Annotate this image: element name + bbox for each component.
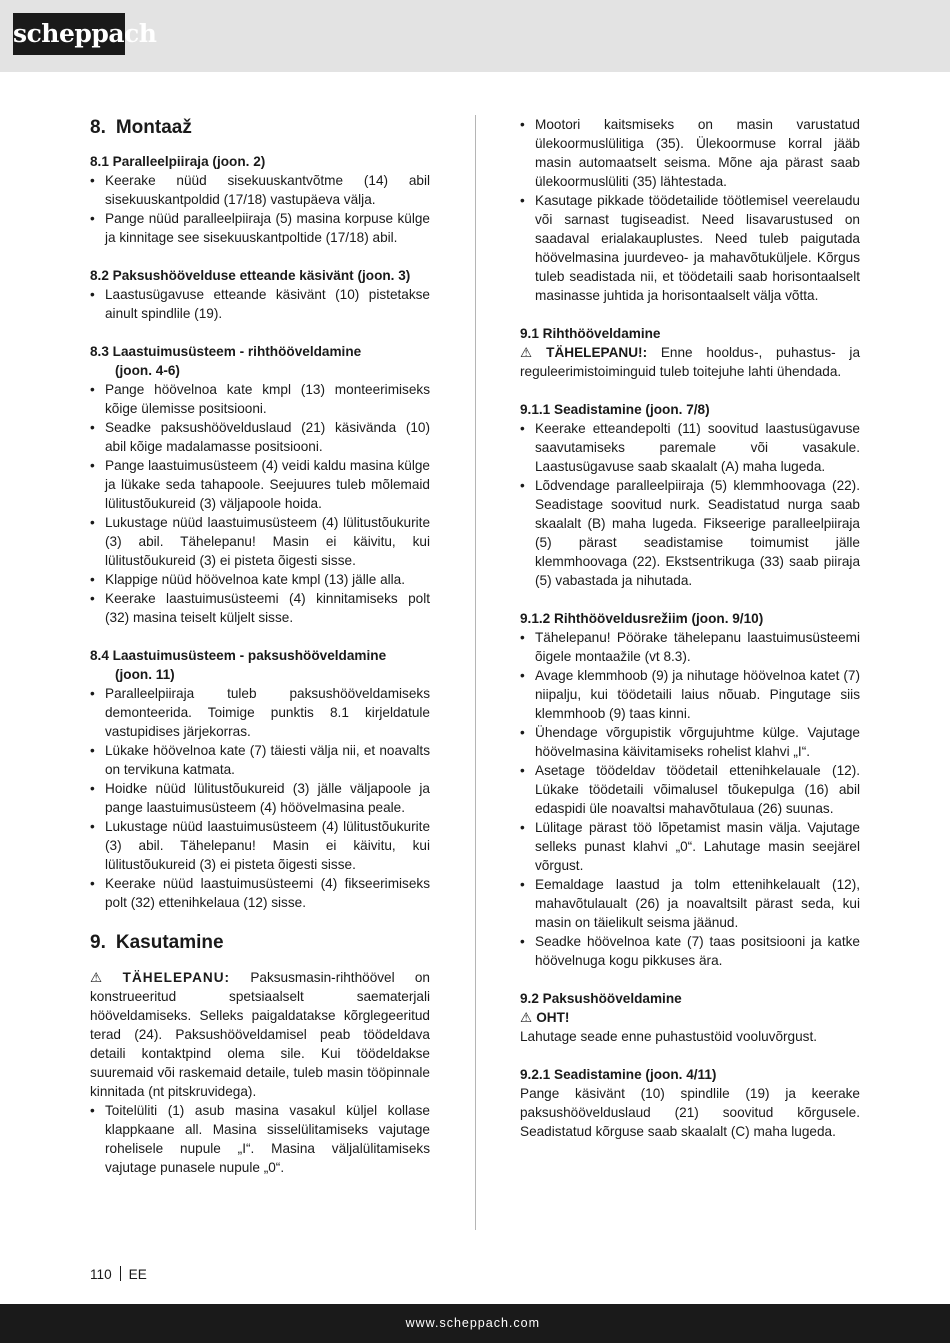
section-9-heading: 9. Kasutamine: [90, 932, 224, 953]
left-column: [90, 115, 430, 1177]
section-9-1-warning: ⚠ TÄHELEPANU!: Enne hooldus-, puhastus- ja reguleerimistoiminguid tuleb toitejuhe lahti ühendada.: [520, 345, 860, 379]
warning-icon: ⚠: [520, 1010, 533, 1025]
section-9-2-1-text: Pange käsivänt (10) spindlile (19) ja keerake paksushöövelduslaud (21) soovitud kõrgusele. Seadistatud kõrguse saab skaalalt (C) maha lugeda.: [520, 1086, 860, 1139]
section-8-1-heading: 8.1 Paralleelpiiraja (joon. 2): [90, 154, 266, 169]
list-item: • Klappige nüüd höövelnoa kate kmpl (13) jälle alla.: [90, 570, 430, 589]
website-link[interactable]: www.scheppach.com: [405, 1316, 540, 1330]
right-column: [520, 115, 860, 1141]
section-9-2-text: Lahutage seade enne puhastustöid vooluvõrgust.: [520, 1029, 818, 1044]
list-item: • Asetage töödeldav töödetail ettenihkelauale (12). Lükake töödetaili võimalusel tõukepulga (16) abil edaspidi üle noavaltsi mahavõtulaua (26) suunas.: [520, 761, 860, 818]
list-item: • Lülitage pärast töö lõpetamist masin välja. Vajutage selleks punast klahvi „0“. Lahutage masin seejärel võrgust.: [520, 818, 860, 875]
section-9-1-2-list: [520, 628, 860, 970]
section-9-1-heading: 9.1 Rihthööveldamine: [520, 326, 661, 341]
section-9-warning: ⚠ TÄHELEPANU: Paksusmasin-rihthöövel on konstrueeritud spetsiaalselt saematerjali hööveldamiseks. Selleks paigaldatakse kõrglegeeritud terad (24). Paksushööveldamisel peab töödeldava detaili kontaktpind olema sile. Kui töödeldakse suuremaid või raskemaid detaile, tuleb masin tööpinnale kinnitada (nt pitskruvidega).: [90, 970, 430, 1099]
list-item: • Hoidke nüüd lülitustõukureid (3) jälle väljapoole ja pange laastuimusüsteem (4) höövelmasina peale.: [90, 779, 430, 817]
list-item: • Kasutage pikkade töödetailide töötlemisel veerelaudu või sarnast tugiseadist. Need lisavarustused on saadaval erialakauplustes. Need tuleb paigutada höövelmasina juurdeveo- ja mahavõtuküljele. Kõrgus tuleb seadistada nii, et töödetaili saab horisontaalselt masinasse juhtida ja horisontaalselt välja võtta.: [520, 191, 860, 305]
section-8-2-list: [90, 285, 430, 323]
section-8-3-heading: 8.3 Laastuimusüsteem - rihthööveldamine (joon. 4-6): [90, 344, 362, 378]
section-9-2-1-heading: 9.2.1 Seadistamine (joon. 4/11): [520, 1067, 717, 1082]
section-8-1-list: [90, 171, 430, 247]
list-item: • Seadke höövelnoa kate (7) taas positsiooni ja katke höövelnuga kogu pikkuses ära.: [520, 932, 860, 970]
list-item: • Eemaldage laastud ja tolm ettenihkelaualt (12), mahavõtulaualt (26) ja noavaltsilt pärast seda, kui masin on täielikult seisma jäänud.: [520, 875, 860, 932]
list-item: • Toitelüliti (1) asub masina vasakul küljel kollase klappkaane all. Masina sisselülitamiseks vajutage rohelisele nupule „I“. Masina väljalülitamiseks vajutage punasele nupule „0“.: [90, 1101, 430, 1177]
list-item: • Ühendage võrgupistik võrgujuhtme külge. Vajutage höövelmasina käivitamiseks rohelist klahvi „I“.: [520, 723, 860, 761]
list-item: • Lõdvendage paralleelpiiraja (5) klemmhoovaga (22). Seadistage soovitud nurk. Seadistatud nurga saab skaalalt (B) maha lugeda. Fikseerige paralleelpiiraja (5) pärast seadistamise toimumist jälle klemmhoovaga (22). Ekstsentrikuga (33) saab piiraja (5) vabastada ja nihutada.: [520, 476, 860, 590]
section-8-heading: 8. Montaaž: [90, 117, 192, 138]
list-item: • Pange nüüd paralleelpiiraja (5) masina korpuse külge ja kinnitage see sisekuuskantpoltide (17/18) abil.: [90, 209, 430, 247]
section-9-1-1-heading: 9.1.1 Seadistamine (joon. 7/8): [520, 402, 710, 417]
page-number-separator: [120, 1266, 121, 1281]
list-item: • Tähelepanu! Pöörake tähelepanu laastuimusüsteemi õigele montaažile (vt 8.3).: [520, 628, 860, 666]
page-header: [0, 0, 950, 72]
list-item: • Avage klemmhoob (9) ja nihutage höövelnoa katet (7) niipalju, kui töödetaili laius nõuab. Pingutage siis klemmhoob (9) taas kinni.: [520, 666, 860, 723]
list-item: • Seadke paksushöövelduslaud (21) käsivända (10) abil kõige madalamasse positsiooni.: [90, 418, 430, 456]
section-9-1-2-heading: 9.1.2 Rihthööveldusrežiim (joon. 9/10): [520, 611, 764, 626]
language-code: EE: [128, 1267, 147, 1282]
list-item: • Lükake höövelnoa kate (7) täiesti välja nii, et noavalts on tervikuna katmata.: [90, 741, 430, 779]
list-item: • Pange höövelnoa kate kmpl (13) monteerimiseks kõige ülemisse positsiooni.: [90, 380, 430, 418]
section-9-list: [90, 1101, 430, 1177]
list-item: • Mootori kaitsmiseks on masin varustatud ülekoormuslülitiga (35). Ülekoormuse korral jääb masin automaatselt seisma. Mõne aja pärast saab ülekoormuslüliti (35) lähtestada.: [520, 115, 860, 191]
warning-icon: ⚠: [90, 970, 119, 985]
scheppach-logo: scheppach: [13, 13, 125, 55]
list-item: • Keerake etteandepolti (11) soovitud laastusügavuse saavutamiseks paremale või vasakule. Laastusügavuse saab skaalalt (A) maha lugeda.: [520, 419, 860, 476]
page-footer: [0, 1304, 950, 1343]
section-8-2-heading: 8.2 Paksushöövelduse etteande käsivänt (joon. 3): [90, 268, 411, 283]
section-9-2-heading: 9.2 Paksushööveldamine: [520, 991, 682, 1006]
list-item: • Keerake nüüd laastuimusüsteemi (4) fikseerimiseks polt (32) ettenihkelaua (12) sisse.: [90, 874, 430, 912]
page-number: 110 EE: [90, 1267, 147, 1282]
list-item: • Paralleelpiiraja tuleb paksushööveldamiseks demonteerida. Toimige punktis 8.1 kirjeldatule vastupidises järjekorras.: [90, 684, 430, 741]
section-8-4-list: [90, 684, 430, 912]
list-item: • Lukustage nüüd laastuimusüsteem (4) lülitustõukurite (3) abil. Tähelepanu! Masin ei käivitu, kui lülitustõukureid (3) ei pisteta õigesti sisse.: [90, 513, 430, 570]
list-item: • Keerake nüüd sisekuuskantvõtme (14) abil sisekuuskantpoldid (17/18) vastupäeva välja.: [90, 171, 430, 209]
list-item: • Laastusügavuse etteande käsivänt (10) pistetakse ainult spindlile (19).: [90, 285, 430, 323]
section-8-4-heading: 8.4 Laastuimusüsteem - paksushööveldamine (joon. 11): [90, 648, 387, 682]
column-divider: [475, 115, 476, 1230]
list-item: • Keerake laastuimusüsteemi (4) kinnitamiseks polt (32) masina teiselt küljelt sisse.: [90, 589, 430, 627]
section-9-1-1-list: [520, 419, 860, 590]
warning-icon: ⚠: [520, 345, 543, 360]
list-item: • Lukustage nüüd laastuimusüsteem (4) lülitustõukurite (3) abil. Tähelepanu! Masin ei käivitu, kui lülitustõukureid (3) ei pisteta õigesti sisse.: [90, 817, 430, 874]
section-9-list-cont: [520, 115, 860, 305]
section-8-3-list: [90, 380, 430, 627]
danger-label: ⚠ OHT!: [520, 1010, 570, 1025]
list-item: • Pange laastuimusüsteem (4) veidi kaldu masina külge ja lükake seda tahapoole. Seejuures tuleb mõlemaid lülitustõukureid (3) väljapoole hoida.: [90, 456, 430, 513]
